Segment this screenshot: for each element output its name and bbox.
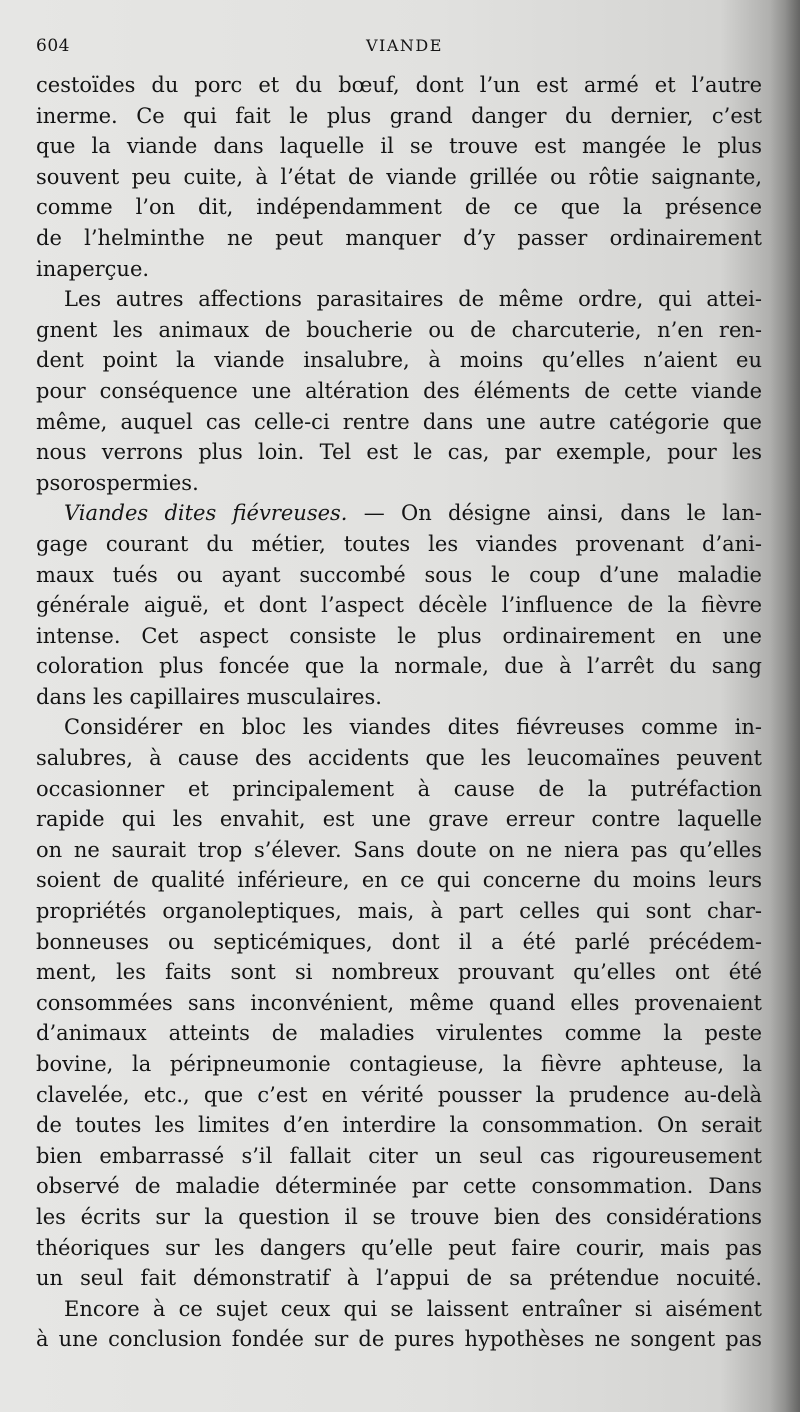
text-line: bovine, la péripneumonie contagieuse, la fièvre aphteuse, la bbox=[36, 1052, 762, 1076]
section-heading: Viandes dites fiévreuses. bbox=[64, 501, 348, 526]
body-text bbox=[36, 70, 762, 1355]
section-heading-continuation: — On désigne ainsi, dans le lan- bbox=[363, 501, 762, 526]
text-line: souvent peu cuite, à l’état de viande grillée ou rôtie saignante, bbox=[36, 164, 762, 189]
text-line: dent point la viande insalubre, à moins qu’elles n’aient eu bbox=[36, 348, 762, 373]
text-line: observé de maladie déterminée par cette consommation. Dans bbox=[36, 1174, 762, 1199]
text-line: maux tués ou ayant succombé sous le coup d’une maladie bbox=[36, 562, 762, 587]
text-line: un seul fait démonstratif à l’appui de sa prétendue nocuité. bbox=[36, 1266, 762, 1291]
text-line: de l’helminthe ne peut manquer d’y passer ordinairement bbox=[36, 225, 762, 250]
text-line: dans les capillaires musculaires. bbox=[36, 684, 382, 709]
text-line: bonneuses ou septicémiques, dont il a été parlé précédem- bbox=[36, 929, 762, 954]
text-line: intense. Cet aspect consiste le plus ordinairement en une bbox=[36, 623, 762, 648]
text-line: théoriques sur les dangers qu’elle peut faire courir, mais pas bbox=[36, 1235, 762, 1260]
text-line: psorospermies. bbox=[36, 470, 199, 495]
binding-shadow bbox=[770, 0, 800, 1412]
text-line: générale aiguë, et dont l’aspect décèle l’influence de la fièvre bbox=[36, 593, 762, 618]
paragraph-start-line: Les autres affections parasitaires de même ordre, qui attei- bbox=[64, 287, 762, 312]
text-line: soient de qualité inférieure, en ce qui concerne du moins leurs bbox=[36, 868, 762, 893]
text-line: ment, les faits sont si nombreux prouvant qu’elles ont été bbox=[36, 960, 762, 985]
text-line: cestoïdes du porc et du bœuf, dont l’un est armé et l’autre bbox=[36, 73, 762, 97]
section-heading-line bbox=[36, 498, 762, 529]
text-line: à une conclusion fondée sur de pures hypothèses ne songent pas bbox=[36, 1327, 762, 1352]
text-line: inerme. Ce qui fait le plus grand danger du dernier, c’est bbox=[36, 103, 762, 128]
text-line: les écrits sur la question il se trouve bien des considérations bbox=[36, 1204, 762, 1229]
text-line: coloration plus foncée que la normale, due à l’arrêt du sang bbox=[36, 654, 762, 679]
running-title: VIANDE bbox=[366, 36, 443, 55]
paragraph-start-line: Considérer en bloc les viandes dites fiévreuses comme in- bbox=[64, 715, 762, 740]
text-line: même, auquel cas celle-ci rentre dans une autre catégorie que bbox=[36, 409, 762, 434]
text-line: occasionner et principalement à cause de la putréfaction bbox=[36, 776, 762, 801]
text-line: on ne saurait trop s’élever. Sans doute on ne niera pas qu’elles bbox=[36, 837, 762, 862]
text-line: de toutes les limites d’en interdire la consommation. On serait bbox=[36, 1113, 762, 1138]
page-number: 604 bbox=[36, 36, 70, 56]
text-line: consommées sans inconvénient, même quand elles provenaient bbox=[36, 990, 762, 1015]
text-line: salubres, à cause des accidents que les leucomaïnes peuvent bbox=[36, 746, 762, 771]
text-line: inaperçue. bbox=[36, 256, 150, 281]
text-line: rapide qui les envahit, est une grave erreur contre laquelle bbox=[36, 807, 762, 832]
paragraph-start-line: Encore à ce sujet ceux qui se laissent entraîner si aisément bbox=[64, 1296, 762, 1321]
text-line: nous verrons plus loin. Tel est le cas, par exemple, pour les bbox=[36, 440, 762, 465]
text-line: clavelée, etc., que c’est en vérité pousser la prudence au-delà bbox=[36, 1082, 762, 1107]
text-line: que la viande dans laquelle il se trouve est mangée le plus bbox=[36, 134, 762, 159]
text-line: propriétés organoleptiques, mais, à part celles qui sont char- bbox=[36, 899, 762, 924]
text-line: pour conséquence une altération des éléments de cette viande bbox=[36, 378, 762, 403]
text-line: comme l’on dit, indépendamment de ce que la présence bbox=[36, 195, 762, 220]
text-line: gage courant du métier, toutes les viandes provenant d’ani- bbox=[36, 531, 762, 556]
text-line: gnent les animaux de boucherie ou de charcuterie, n’en ren- bbox=[36, 317, 762, 342]
text-line: d’animaux atteints de maladies virulentes comme la peste bbox=[36, 1021, 762, 1046]
text-line: bien embarrassé s’il fallait citer un seul cas rigoureusement bbox=[36, 1143, 762, 1168]
